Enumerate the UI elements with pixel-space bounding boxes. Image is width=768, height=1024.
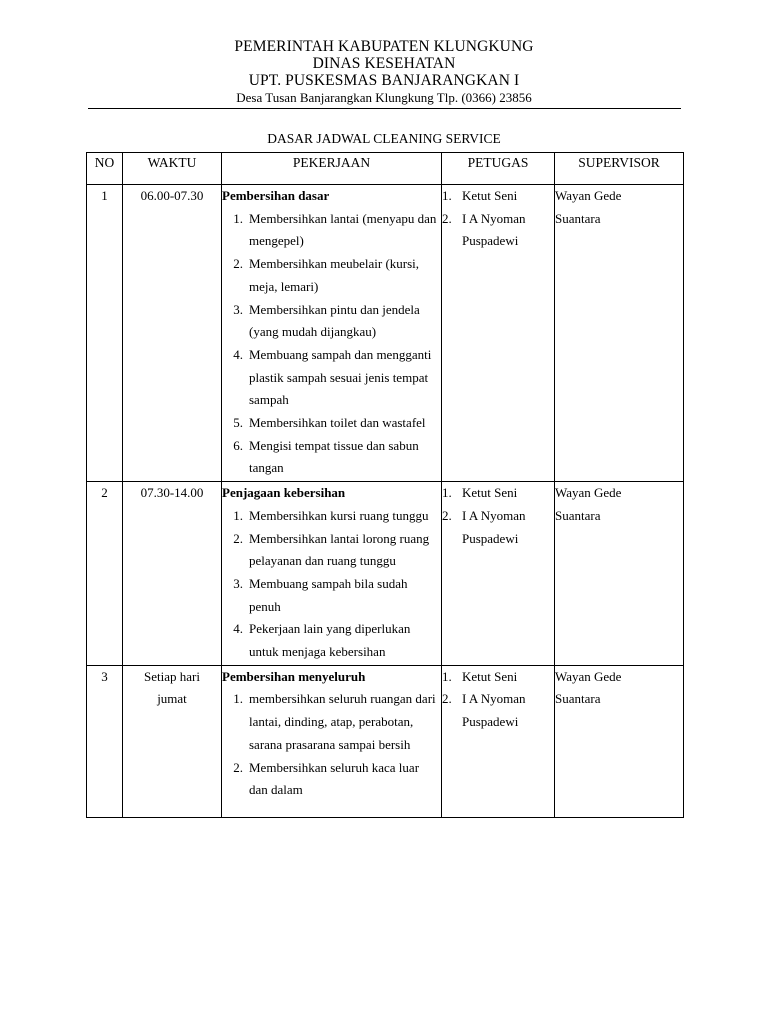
staff-item (442, 185, 554, 208)
task-item (222, 253, 441, 298)
staff-name: I A Nyoman Puspadewi (462, 691, 526, 730)
staff-item (442, 505, 554, 550)
task-item (222, 688, 441, 756)
staff-number: 2. (442, 507, 452, 523)
task-item (222, 435, 441, 480)
staff-number: 1. (442, 485, 452, 501)
document-title: DASAR JADWAL CLEANING SERVICE (267, 131, 501, 146)
row-number: 2 (87, 482, 123, 666)
staff-name: Ketut Seni (462, 668, 518, 684)
task-item (222, 412, 441, 435)
row-time: 06.00-07.30 (123, 185, 222, 482)
supervisor-name: Wayan Gede Suantara (555, 188, 622, 226)
task-title: Pembersihan dasar (222, 188, 330, 203)
task-item (222, 573, 441, 618)
supervisor-name: Wayan Gede Suantara (555, 485, 622, 523)
task-item-number: 2. (233, 256, 243, 272)
row-staff (442, 185, 555, 482)
header-address: Desa Tusan Banjarangkan Klungkung Tlp. (0366) 23856 (236, 90, 532, 105)
row-time: 07.30-14.00 (123, 482, 222, 666)
task-item (222, 757, 441, 802)
table-row (87, 482, 684, 666)
staff-number: 2. (442, 691, 452, 707)
task-item-text: Membersihkan lantai lorong ruang pelayanan dan ruang tunggu (249, 530, 430, 569)
task-item (222, 528, 441, 573)
task-item-number: 3. (233, 575, 243, 591)
staff-item (442, 666, 554, 689)
row-supervisor (555, 665, 684, 817)
column-header-no: NO (87, 153, 123, 185)
task-item-number: 3. (233, 301, 243, 317)
column-header-waktu: WAKTU (123, 153, 222, 185)
task-item-text: Membersihkan meubelair (kursi, meja, lemari) (249, 256, 420, 294)
staff-number: 2. (442, 210, 452, 226)
column-header-petugas: PETUGAS (442, 153, 555, 185)
staff-item (442, 482, 554, 505)
task-item-text: Membuang sampah bila sudah penuh (249, 575, 408, 614)
table-row (87, 665, 684, 817)
task-item (222, 505, 441, 528)
header-unit: UPT. PUSKESMAS BANJARANGKAN I (248, 72, 520, 89)
supervisor-name: Wayan Gede Suantara (555, 668, 622, 707)
task-item-text: Membersihkan kursi ruang tunggu (249, 507, 429, 523)
task-item-text: Mengisi tempat tissue dan sabun tangan (249, 437, 419, 476)
task-item-text: Membersihkan seluruh kaca luar dan dalam (249, 759, 420, 798)
table-header-row (87, 153, 684, 185)
table-row (87, 185, 684, 482)
task-item-text: Membersihkan toilet dan wastafel (249, 415, 426, 431)
column-header-supervisor: SUPERVISOR (555, 153, 684, 185)
task-item-number: 1. (233, 691, 243, 707)
task-item-number: 4. (233, 621, 243, 637)
task-item-number: 2. (233, 759, 243, 775)
task-item-number: 1. (233, 507, 243, 523)
task-item-text: Membersihkan lantai (menyapu dan mengepel) (249, 210, 437, 249)
task-item-number: 1. (233, 210, 243, 226)
header-government: PEMERINTAH KABUPATEN KLUNGKUNG (234, 38, 534, 55)
task-title: Pembersihan menyeluruh (222, 668, 366, 684)
task-item-number: 4. (233, 346, 243, 362)
table-body (87, 185, 684, 818)
staff-name: I A Nyoman Puspadewi (462, 507, 526, 546)
staff-name: Ketut Seni (462, 188, 518, 203)
column-header-pekerjaan: PEKERJAAN (222, 153, 442, 185)
header-divider (88, 108, 681, 109)
task-item (222, 208, 441, 253)
staff-item (442, 208, 554, 253)
staff-number: 1. (442, 668, 452, 684)
task-title: Penjagaan kebersihan (222, 485, 346, 501)
schedule-table (86, 152, 684, 818)
row-supervisor (555, 482, 684, 666)
staff-name: I A Nyoman Puspadewi (462, 210, 526, 249)
letterhead (0, 38, 768, 106)
staff-item (442, 688, 554, 733)
row-time: Setiap hari jumat (123, 665, 222, 817)
task-item-number: 6. (233, 437, 243, 453)
row-tasks (222, 482, 442, 666)
task-item-number: 5. (233, 415, 243, 431)
task-item-text: Membersihkan pintu dan jendela (yang mudah dijangkau) (249, 301, 420, 340)
row-supervisor (555, 185, 684, 482)
task-item-text: membersihkan seluruh ruangan dari lantai, dinding, atap, perabotan, sarana prasarana sampai bersih (249, 691, 436, 752)
task-item (222, 299, 441, 344)
task-item-text: Pekerjaan lain yang diperlukan untuk menjaga kebersihan (249, 621, 411, 660)
row-tasks (222, 665, 442, 817)
task-item-text: Membuang sampah dan mengganti plastik sampah sesuai jenis tempat sampah (249, 346, 432, 408)
staff-name: Ketut Seni (462, 485, 518, 501)
task-item (222, 618, 441, 663)
row-staff (442, 665, 555, 817)
task-item (222, 344, 441, 412)
row-number: 3 (87, 665, 123, 817)
row-tasks (222, 185, 442, 482)
row-number: 1 (87, 185, 123, 482)
header-department: DINAS KESEHATAN (312, 55, 456, 72)
row-staff (442, 482, 555, 666)
task-item-number: 2. (233, 530, 243, 546)
staff-number: 1. (442, 188, 452, 203)
